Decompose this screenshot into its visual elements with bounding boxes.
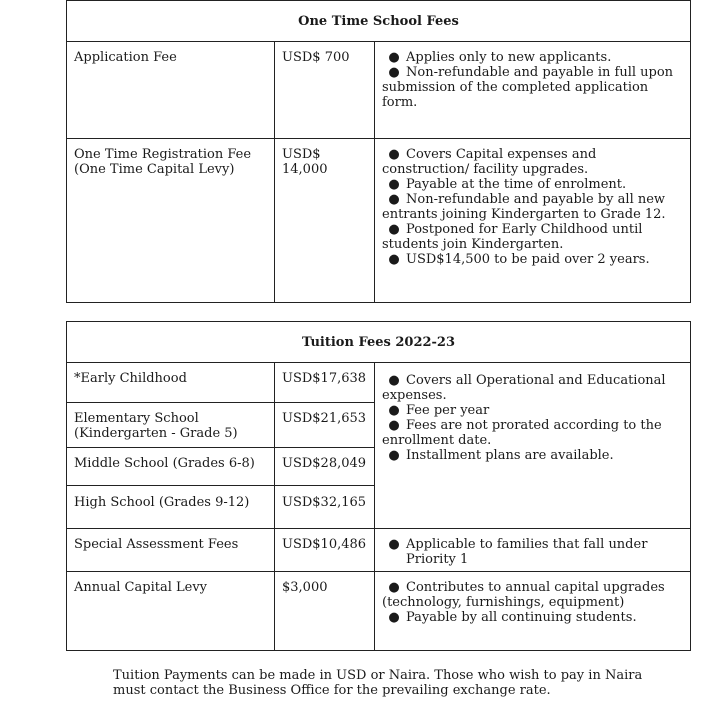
bullet-item [382, 373, 684, 403]
program-fee-cell [275, 403, 375, 448]
capital-levy-name-cell [67, 572, 275, 651]
one-time-fees-title: One Time School Fees [67, 1, 691, 42]
bullet-item [382, 50, 684, 65]
payment-footnote: Tuition Payments can be made in USD or Naira. Those who wish to pay in Naira must contact the Business Office for the prevailing exchange rate. [113, 668, 643, 698]
bullet-item [382, 610, 684, 625]
fee-amount-cell [275, 139, 375, 303]
fee-amount: USD$ 14,000 [282, 147, 328, 177]
tuition-fees-table [66, 321, 691, 651]
bullet-item [382, 580, 684, 610]
fee-notes [375, 42, 690, 114]
program-name-cell [67, 486, 275, 529]
bullet-dot: ● [388, 50, 400, 65]
program-name: Elementary School (Kindergarten - Grade 5) [74, 411, 238, 441]
bullet-text: Non-refundable and payable in full upon submission of the completed application form. [382, 65, 674, 110]
fee-amount: USD$ 700 [282, 50, 350, 65]
fee-amount-cell [275, 42, 375, 139]
bullet-item [382, 448, 684, 463]
capital-levy-notes [375, 572, 690, 629]
capital-levy-amount: $3,000 [282, 580, 328, 595]
program-fee: USD$28,049 [282, 456, 367, 471]
program-name-cell [67, 363, 275, 403]
bullet-item [382, 403, 684, 418]
program-name: Middle School (Grades 6-8) [74, 456, 255, 471]
bullet-text: Applicable to families that fall under Priority 1 [406, 537, 648, 567]
fee-name-cell [67, 139, 275, 303]
bullet-item [382, 65, 684, 110]
program-fee: USD$32,165 [282, 495, 367, 510]
capital-levy-amount-cell [275, 572, 375, 651]
bullet-text: Fee per year [406, 403, 490, 418]
bullet-item [382, 147, 684, 177]
bullet-text: Covers Capital expenses and construction/ facility upgrades. [382, 147, 597, 177]
bullet-item [382, 537, 684, 567]
bullet-text: Postponed for Early Childhood until students join Kindergarten. [382, 222, 643, 252]
bullet-dot: ● [388, 418, 400, 433]
bullet-text: Payable at the time of enrolment. [406, 177, 627, 192]
bullet-text: Installment plans are available. [406, 448, 614, 463]
fee-name-cell [67, 42, 275, 139]
program-name-cell [67, 403, 275, 448]
bullet-dot: ● [388, 373, 400, 388]
bullet-text: Non-refundable and payable by all new entrants joining Kindergarten to Grade 12. [382, 192, 666, 222]
bullet-item [382, 222, 684, 252]
bullet-dot: ● [388, 580, 400, 595]
bullet-dot: ● [388, 222, 400, 237]
program-name: *Early Childhood [74, 371, 187, 386]
bullet-text: Covers all Operational and Educational expenses. [382, 373, 666, 403]
fee-name: Application Fee [74, 50, 177, 65]
bullet-dot: ● [388, 192, 400, 207]
program-fee-cell [275, 363, 375, 403]
special-fee-name-cell [67, 529, 275, 572]
bullet-text: Fees are not prorated according to the enrollment date. [382, 418, 662, 448]
bullet-dot: ● [388, 177, 400, 192]
bullet-item [382, 177, 684, 192]
capital-levy-notes-cell [375, 572, 691, 651]
program-name-cell [67, 448, 275, 486]
fee-name: One Time Registration Fee (One Time Capital Levy) [74, 147, 252, 177]
tuition-notes-cell [375, 363, 691, 529]
bullet-item [382, 252, 684, 267]
program-name: High School (Grades 9-12) [74, 495, 250, 510]
fee-notes-cell [375, 42, 691, 139]
tuition-fees-title: Tuition Fees 2022-23 [67, 322, 691, 363]
fee-notes-cell [375, 139, 691, 303]
bullet-dot: ● [388, 147, 400, 162]
special-fee-notes-cell [375, 529, 691, 572]
program-fee: USD$17,638 [282, 371, 367, 386]
tuition-notes [375, 363, 690, 467]
bullet-dot: ● [388, 537, 400, 552]
special-fee-name: Special Assessment Fees [74, 537, 239, 552]
bullet-text: Contributes to annual capital upgrades (technology, furnishings, equipment) [382, 580, 665, 610]
bullet-text: USD$14,500 to be paid over 2 years. [406, 252, 650, 267]
bullet-dot: ● [388, 65, 400, 80]
special-fee-notes [375, 529, 690, 571]
bullet-item [382, 192, 684, 222]
bullet-dot: ● [388, 610, 400, 625]
bullet-dot: ● [388, 403, 400, 418]
bullet-dot: ● [388, 448, 400, 463]
program-fee: USD$21,653 [282, 411, 367, 426]
capital-levy-name: Annual Capital Levy [74, 580, 208, 595]
bullet-dot: ● [388, 252, 400, 267]
program-fee-cell [275, 486, 375, 529]
bullet-item [382, 418, 684, 448]
one-time-fees-table [66, 0, 691, 303]
fee-notes [375, 139, 690, 271]
program-fee-cell [275, 448, 375, 486]
special-fee-amount-cell [275, 529, 375, 572]
special-fee-amount: USD$10,486 [282, 537, 367, 552]
bullet-text: Applies only to new applicants. [406, 50, 612, 65]
bullet-text: Payable by all continuing students. [406, 610, 637, 625]
